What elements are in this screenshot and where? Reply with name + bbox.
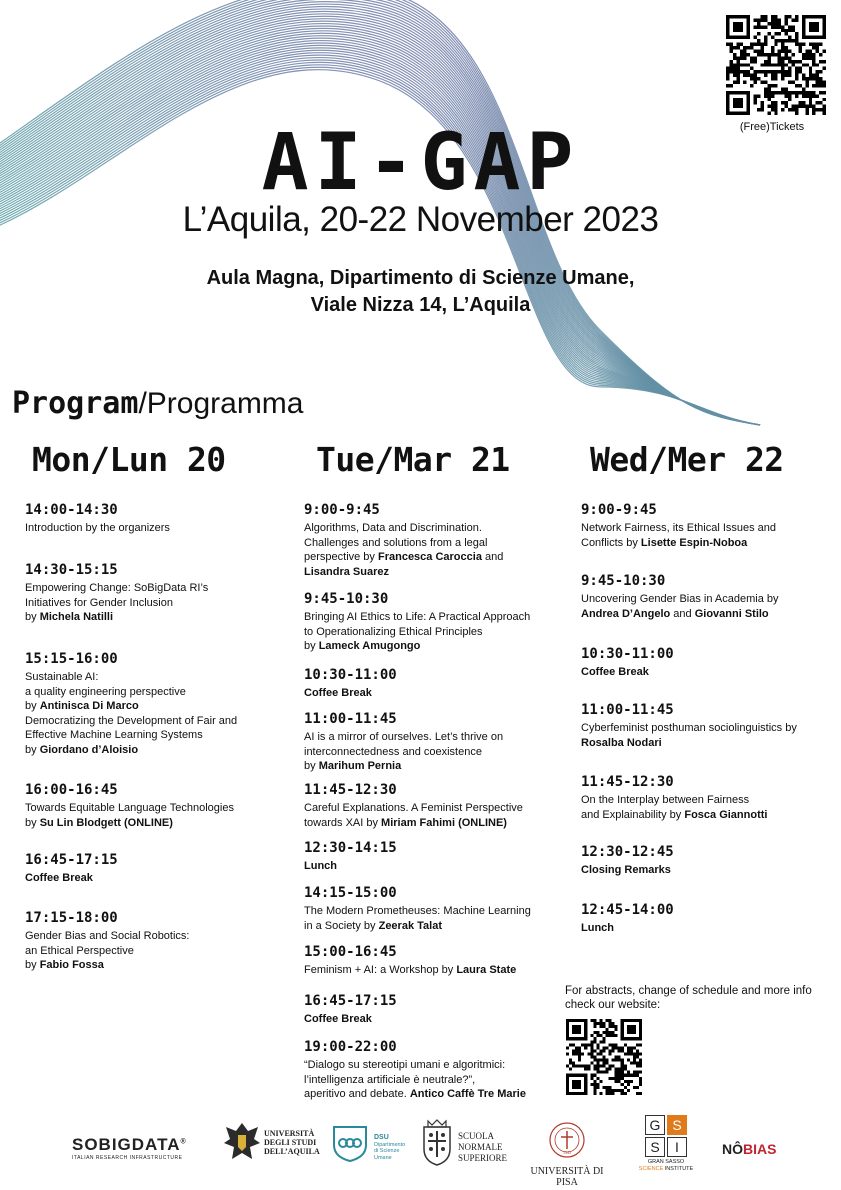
schedule-slot — [304, 502, 559, 579]
slot-text: and — [670, 607, 695, 620]
speaker-name: Rosalba Nodari — [581, 736, 662, 749]
speaker-name: Fosca Giannotti — [684, 808, 768, 821]
slot-description — [304, 686, 559, 701]
univaq-logo-line-2: DEGLI STUDI — [264, 1138, 317, 1147]
slot-text: interconnectedness and coexistence — [304, 745, 482, 758]
slot-text: l’intelligenza artificiale è neutrale?”, — [304, 1073, 476, 1086]
schedule-slot — [581, 646, 836, 680]
schedule-slot — [581, 902, 836, 936]
speaker-name: Francesca Caroccia — [377, 551, 482, 563]
schedule-slot — [304, 944, 559, 978]
slot-text: aperitivo and debate. — [304, 1088, 410, 1100]
schedule-slot — [304, 993, 559, 1027]
univaq-logo-line-1: UNIVERSITÀ — [264, 1129, 315, 1138]
slot-text: by — [25, 743, 40, 756]
venue-line-1: Aula Magna, Dipartimento di Scienze Umane, — [206, 267, 635, 289]
slot-text: a quality engineering perspective — [25, 685, 186, 698]
gssi-letter-s1: S — [667, 1115, 687, 1135]
schedule-slot — [581, 573, 836, 621]
slot-text: by — [25, 700, 40, 712]
slot-text: Cyberfeminist posthuman sociolinguistics by — [581, 722, 797, 734]
eagle-crest-icon — [222, 1121, 262, 1163]
slot-description — [304, 730, 559, 774]
slot-description — [581, 921, 836, 936]
slot-text: by — [25, 816, 40, 829]
gssi-letter-g: G — [645, 1115, 665, 1135]
program-heading-bold: Program — [12, 386, 139, 421]
slot-text: “Dialogo su stereotipi umani e algoritmici: — [304, 1059, 506, 1071]
sobigdata-logo-subtitle: ITALIAN RESEARCH INFRASTRUCTURE — [72, 1155, 183, 1161]
slot-text: Algorithms, Data and Discrimination. — [304, 522, 482, 534]
slot-description — [581, 521, 836, 550]
slot-time: 14:15-15:00 — [304, 885, 397, 901]
slot-time: 16:45-17:15 — [304, 993, 397, 1009]
slot-time: 11:00-11:45 — [304, 711, 397, 727]
slot-text: Towards Equitable Language Technologies — [25, 802, 234, 814]
speaker-name: Andrea D’Angelo — [581, 607, 671, 620]
speaker-name: Antico Caffè Tre Marie — [409, 1088, 526, 1100]
schedule-slot — [25, 852, 280, 886]
schedule-slot — [25, 562, 280, 625]
slot-description — [304, 1058, 559, 1102]
speaker-name: Lisette Espin-Noboa — [640, 536, 748, 549]
slot-description — [304, 904, 559, 933]
slot-text: Network Fairness, its Ethical Issues and — [581, 522, 777, 534]
slot-text: The Modern Prometheuses: Machine Learning — [304, 905, 531, 917]
slot-time: 15:00-16:45 — [304, 944, 397, 960]
slot-description — [304, 963, 559, 978]
abstracts-note — [565, 984, 835, 1012]
unipi-seal-year: 1343 — [563, 1150, 571, 1155]
dsu-logo-line-4: Umane — [374, 1154, 392, 1161]
venue-line-2: Viale Nizza 14, L’Aquila — [310, 294, 531, 316]
day-title-wednesday: Wed/Mer 22 — [590, 440, 784, 479]
dsu-logo[interactable] — [330, 1123, 406, 1168]
slot-text: Introduction by the organizers — [25, 522, 170, 534]
day-title-tuesday: Tue/Mar 21 — [316, 440, 510, 479]
schedule-slot — [581, 702, 836, 750]
gssi-logo-line-1: GRAN SASSO — [647, 1159, 685, 1165]
speaker-name: Marihum Pernia — [318, 760, 402, 772]
slot-description — [25, 929, 280, 973]
schedule-slot — [25, 782, 280, 830]
gssi-logo[interactable] — [633, 1115, 699, 1172]
slot-time: 14:30-15:15 — [25, 562, 118, 578]
tickets-label[interactable]: (Free)Tickets — [739, 121, 805, 133]
abstracts-note-line-1: For abstracts, change of schedule and more info — [565, 985, 812, 997]
slot-time: 16:00-16:45 — [25, 782, 118, 798]
slot-description — [304, 859, 559, 874]
slot-time: 17:15-18:00 — [25, 910, 118, 926]
event-venue — [0, 265, 841, 319]
slot-time: 11:45-12:30 — [304, 782, 397, 798]
nobias-logo[interactable] — [722, 1141, 776, 1157]
speaker-name: Giordano d’Aloisio — [39, 743, 139, 756]
speaker-name: Coffee Break — [304, 1013, 372, 1025]
day-title-monday: Mon/Lun 20 — [32, 440, 226, 479]
sobigdata-logo-name: SOBIGDATA — [72, 1135, 181, 1154]
slot-description — [581, 665, 836, 680]
schedule-slot — [25, 910, 280, 973]
slot-text: to Operationalizing Ethical Principles — [304, 625, 483, 638]
speaker-name: Coffee Break — [581, 666, 649, 678]
speaker-name: Fabio Fossa — [39, 959, 104, 971]
speaker-name: Laura State — [456, 964, 517, 976]
univaq-logo[interactable] — [222, 1121, 320, 1168]
schedule-slot — [304, 711, 559, 774]
unipi-seal-icon — [548, 1121, 586, 1159]
slot-text: and — [481, 551, 504, 563]
dsu-logo-line-2: Dipartimento — [374, 1141, 406, 1148]
slot-text: by — [304, 640, 319, 652]
event-title: AI-GAP — [261, 118, 580, 208]
univaq-logo-line-3: DELL’AQUILA — [264, 1147, 320, 1156]
slot-text: Effective Machine Learning Systems — [25, 729, 203, 741]
schedule-slot — [304, 885, 559, 933]
event-dates: L’Aquila, 20-22 November 2023 — [182, 200, 659, 239]
unipi-logo-name: UNIVERSITÀ DI PISA — [530, 1166, 604, 1188]
slot-description — [581, 592, 836, 621]
slot-description — [304, 610, 559, 654]
sobigdata-logo[interactable] — [72, 1135, 187, 1161]
slot-time: 14:00-14:30 — [25, 502, 118, 518]
slot-text: perspective by — [304, 551, 378, 563]
slot-text: in a Society by — [304, 919, 379, 932]
speaker-name: Lunch — [581, 922, 614, 934]
unipi-logo[interactable] — [522, 1121, 612, 1188]
slot-text: Empowering Change: SoBigData RI’s — [25, 582, 209, 594]
slot-description — [581, 863, 836, 878]
slot-time: 10:30-11:00 — [304, 667, 397, 683]
gssi-logo-institute: INSTITUTE — [663, 1165, 694, 1172]
slot-text: Bringing AI Ethics to Life: A Practical Approach — [304, 611, 531, 623]
sns-logo-line-3: SUPERIORE — [458, 1153, 508, 1163]
slot-time: 9:45-10:30 — [581, 573, 666, 589]
speaker-name: Michela Natilli — [39, 611, 114, 623]
website-qr-code-icon[interactable] — [566, 1019, 642, 1095]
program-heading — [12, 386, 303, 421]
gssi-letter-s2: S — [645, 1137, 665, 1157]
schedule-slot — [304, 840, 559, 874]
schedule-slot — [304, 1039, 559, 1102]
slot-text: Uncovering Gender Bias in Academia by — [581, 593, 779, 605]
dsu-logo-line-1: DSU — [374, 1134, 389, 1141]
speaker-name: Zeerak Talat — [378, 919, 442, 932]
wave-line — [0, 55, 760, 425]
slot-text: Initiatives for Gender Inclusion — [25, 596, 173, 609]
slot-description — [304, 1012, 559, 1027]
abstracts-note-line-2: check our website: — [565, 999, 661, 1011]
slot-text: towards XAI by — [304, 816, 382, 829]
nobias-logo-bias: BIAS — [743, 1141, 777, 1157]
slot-time: 11:45-12:30 — [581, 774, 674, 790]
schedule-slot — [581, 502, 836, 550]
slot-text: an Ethical Perspective — [25, 944, 134, 957]
slot-text: AI is a mirror of ourselves. Let’s thrive on — [304, 731, 504, 743]
sobigdata-logo-mark: ® — [180, 1138, 187, 1146]
speaker-name: Coffee Break — [25, 872, 93, 884]
slot-text: Sustainable AI: — [25, 671, 99, 683]
slot-description — [25, 581, 280, 625]
slot-description — [25, 670, 280, 757]
speaker-name: Lameck Amugongo — [318, 640, 421, 652]
dsu-shield-icon — [330, 1123, 370, 1163]
speaker-name: Giovanni Stilo — [694, 607, 769, 620]
speaker-name: Lisandra Suarez — [304, 565, 389, 578]
slot-time: 11:00-11:45 — [581, 702, 674, 718]
sns-logo[interactable] — [418, 1119, 508, 1172]
slot-description — [25, 521, 280, 536]
speaker-name: Su Lin Blodgett (ONLINE) — [39, 816, 173, 829]
slot-text: Conflicts by — [581, 536, 641, 549]
sns-crest-icon — [418, 1119, 456, 1167]
slot-time: 10:30-11:00 — [581, 646, 674, 662]
nobias-logo-no: NÔ — [722, 1141, 743, 1157]
slot-time: 9:00-9:45 — [304, 502, 380, 518]
speaker-name: Closing Remarks — [581, 864, 671, 876]
schedule-slot — [25, 502, 280, 536]
slot-text: by — [25, 611, 40, 623]
sns-logo-line-1: SCUOLA — [458, 1131, 495, 1141]
slot-text: Careful Explanations. A Feminist Perspective — [304, 802, 523, 814]
slot-description — [581, 721, 836, 750]
slot-text: by — [25, 959, 40, 971]
gssi-letter-i: I — [667, 1137, 687, 1157]
schedule-slot — [304, 591, 559, 654]
program-heading-rest: /Programma — [138, 387, 304, 420]
slot-text: Gender Bias and Social Robotics: — [25, 930, 190, 942]
speaker-name: Lunch — [304, 860, 337, 872]
schedule-slot — [25, 651, 280, 757]
slot-time: 9:00-9:45 — [581, 502, 657, 518]
slot-time: 12:45-14:00 — [581, 902, 674, 918]
slot-description — [25, 801, 280, 830]
slot-description — [304, 521, 559, 579]
slot-time: 12:30-14:15 — [304, 840, 397, 856]
schedule-slot — [304, 667, 559, 701]
speaker-name: Antinisca Di Marco — [39, 700, 139, 712]
slot-time: 15:15-16:00 — [25, 651, 118, 667]
slot-text: and Explainability by — [581, 808, 685, 821]
slot-text: Challenges and solutions from a legal — [304, 536, 488, 549]
schedule-slot — [581, 774, 836, 822]
sns-logo-line-2: NORMALE — [458, 1142, 503, 1152]
slot-time: 16:45-17:15 — [25, 852, 118, 868]
slot-description — [581, 793, 836, 822]
slot-text: Democratizing the Development of Fair and — [25, 714, 238, 727]
slot-description — [304, 801, 559, 830]
slot-time: 12:30-12:45 — [581, 844, 674, 860]
slot-time: 9:45-10:30 — [304, 591, 389, 607]
slot-text: On the Interplay between Fairness — [581, 794, 750, 806]
speaker-name: Miriam Fahimi (ONLINE) — [381, 816, 507, 829]
tickets-qr-code-icon[interactable] — [726, 15, 826, 115]
schedule-slot — [581, 844, 836, 878]
sponsor-logos — [0, 1115, 841, 1190]
speaker-name: Coffee Break — [304, 687, 372, 699]
slot-description — [25, 871, 280, 886]
dsu-logo-line-3: di Scienze — [374, 1148, 400, 1154]
schedule-slot — [304, 782, 559, 830]
gssi-logo-science: SCIENCE — [638, 1165, 664, 1172]
slot-time: 19:00-22:00 — [304, 1039, 397, 1055]
slot-text: by — [304, 760, 319, 772]
slot-text: Feminism + AI: a Workshop by — [304, 964, 457, 976]
